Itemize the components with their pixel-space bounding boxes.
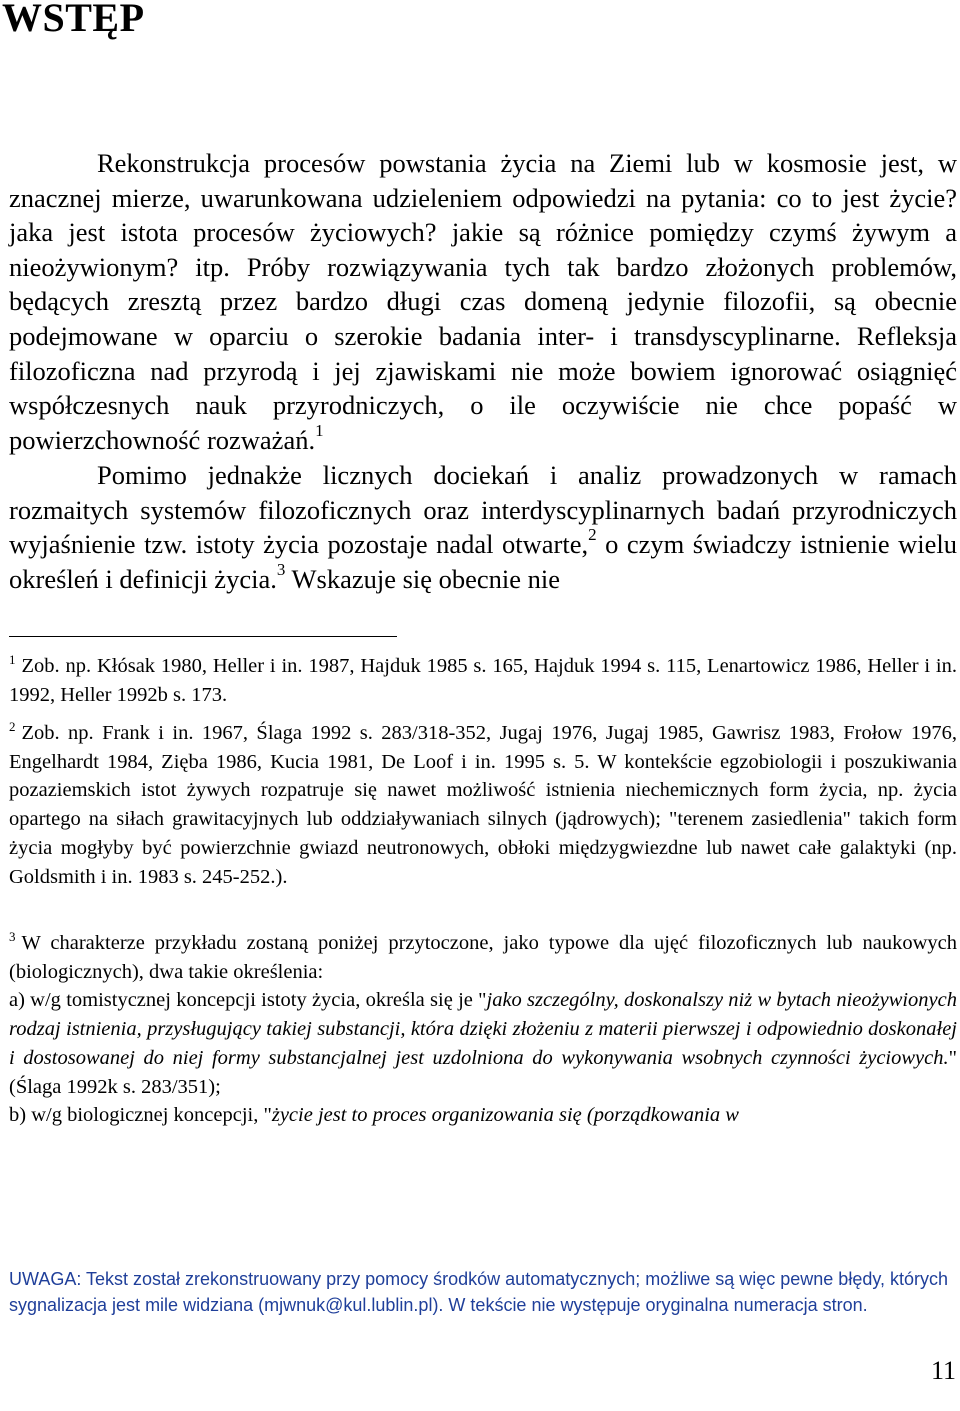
footnote-quote: jako szczególny, doskonalszy niż w bytach nieożywionych rodzaj istnienia, przysługujący takiej substancji, która dzięki złożeniu z materii pierwszej i odpowiednio doskonałej i dostosowanej do niej formy substancjalnej jest uzdolniona do wykonywania wsobnych czynności życiowych. [9, 989, 958, 1069]
footnote-text: a) w/g tomistycznej koncepcji istoty życia, określa się je " [9, 989, 487, 1012]
footnote-item-b [9, 1101, 957, 1130]
page-title: WSTĘP [2, 0, 145, 40]
footnote-text: Zob. np. Kłósak 1980, Heller i in. 1987, Hajduk 1985 s. 165, Hajduk 1994 s. 115, Lenartowicz 1986, Heller i in. 1992, Heller 1992b s. 173. [9, 655, 957, 706]
footnote-ref-3[interactable]: 3 [276, 559, 286, 579]
paragraph-text: o czym świadczy istnienie wielu określeń i definicji życia. [9, 529, 957, 594]
footnote-number: 2 [9, 719, 16, 735]
body-paragraph-2 [9, 458, 957, 596]
footnote-1 [9, 652, 957, 709]
reconstruction-notice: UWAGA: Tekst został zrekonstruowany przy pomocy środków automatycznych; możliwe są więc pewne błędy, których sygnalizacja jest mile widziana (mjwnuk@kul.lublin.pl). W tekście nie występuje oryginalna numeracja stron. [9, 1269, 949, 1315]
paragraph-text: Wskazuje się obecnie nie [285, 563, 561, 594]
footnote-3 [9, 929, 957, 1130]
footnote-number: 1 [9, 652, 16, 668]
footnote-quote: życie jest to proces organizowania się (porządkowania w [271, 1104, 739, 1127]
footnote-intro [9, 929, 957, 986]
page-number: 11 [930, 1356, 956, 1385]
footnote-text: W charakterze przykładu zostaną poniżej przytoczone, jako typowe dla ujęć filozoficznych lub naukowych (biologicznych), dwa takie określenia: [9, 932, 957, 983]
footnote-text: b) w/g biologicznej koncepcji, " [9, 1104, 272, 1127]
footnote-ref-2[interactable]: 2 [588, 525, 597, 545]
footnote-ref-1[interactable]: 1 [315, 420, 324, 440]
footnote-text: Zob. np. Frank i in. 1967, Ślaga 1992 s. 283/318-352, Jugaj 1976, Jugaj 1985, Gawrisz 1983, Frołow 1976, Engelhardt 1984, Zięba 1986, Kucia 1981, De Loof i in. 1995 s. 5. W kontekście egzobiologii i poszukiwania pozaziemskich istot żywych rozpatruje się nawet możliwość istnienia niechemicznych form życia, np. życia opartego na siłach grawitacyjnych lub oddziaływaniach silnych (jądrowych); "terenem zasiedlenia" takich form życia mogłyby być powierzchnie gwiazd neutronowych, obłoki międzygwiezdne lub nawet całe galaktyki (np. Goldsmith i in. 1983 s. 245-252.). [9, 722, 957, 888]
body-paragraph-1 [9, 146, 957, 457]
footnote-2 [9, 719, 957, 891]
footnote-separator [9, 636, 397, 637]
footnote-item-a [9, 986, 957, 1101]
paragraph-text: Rekonstrukcja procesów powstania życia na Ziemi lub w kosmosie jest, w znacznej mierze, uwarunkowana udzieleniem odpowiedzi na pytania: co to jest życie? jaka jest istota procesów życiowych? jakie są różnice pomiędzy czymś żywym a nieożywionym? itp. Próby rozwiązywania tych tak bardzo złożonych problemów, będących zresztą przez bardzo długi czas domeną jedynie filozofii, są obecnie podejmowane w oparciu o szerokie badania inter- i transdyscyplinarne. Refleksja filozoficzna nad przyrodą i jej zjawiskami nie może bowiem ignorować osiągnięć współczesnych nauk przyrodniczych, o ile oczywiście nie chce popaść w powierzchowność rozważań. [9, 148, 957, 455]
paragraph-text: Pomimo jednakże licznych dociekań i analiz prowadzonych w ramach rozmaitych systemów filozoficznych oraz interdyscyplinarnych badań przyrodniczych wyjaśnienie tzw. istoty życia pozostaje nadal otwarte, [9, 460, 957, 560]
footnote-number: 3 [9, 929, 16, 945]
footnote-text: " (Ślaga 1992k s. 283/351); [9, 1046, 957, 1098]
